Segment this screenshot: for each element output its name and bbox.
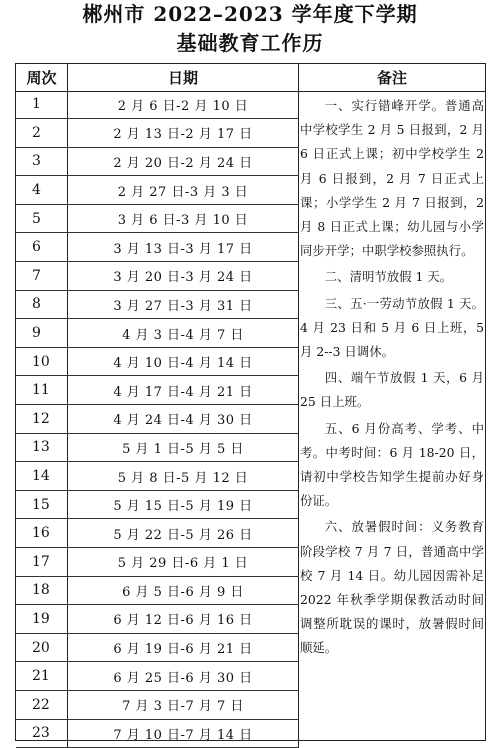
date-cell: 6 月 19 日-6 月 21 日: [68, 634, 299, 662]
date-cell: 2 月 20 日-2 月 24 日: [68, 148, 299, 176]
note-paragraph: 一、实行错峰开学。普通高中学校学生 2 月 5 日报到，2 月 6 日正式上课；初中学校学生 2 月 6 日报到，2 月 7 日正式上课；小学学生 2 月 7 日报到，2 月 8 日正式上课；幼儿园与小学同步开学；中职学校参照执行。: [300, 94, 484, 263]
date-cell: 3 月 20 日-3 月 24 日: [68, 262, 299, 290]
note-paragraph: 二、清明节放假 1 天。: [300, 265, 484, 289]
week-cell: 8: [16, 291, 68, 319]
note-paragraph: 三、五·一劳动节放假 1 天。4 月 23 日和 5 月 6 日上班，5 月 2--3 日调休。: [300, 292, 484, 365]
table-row: [16, 205, 299, 234]
table-row: [16, 148, 299, 177]
date-cell: 2 月 13 日-2 月 17 日: [68, 119, 299, 147]
date-cell: 5 月 1 日-5 月 5 日: [68, 434, 299, 462]
date-cell: 7 月 10 日-7 月 14 日: [68, 720, 299, 748]
table-row: [16, 119, 299, 148]
table-row: [16, 491, 299, 520]
date-cell: 5 月 15 日-5 月 19 日: [68, 491, 299, 519]
notes-column: [300, 94, 484, 663]
table-row: [16, 319, 299, 348]
page-title-line2: 基础教育工作历: [0, 29, 500, 58]
date-cell: 4 月 24 日-4 月 30 日: [68, 405, 299, 433]
table-header: [16, 64, 485, 92]
date-cell: 5 月 8 日-5 月 12 日: [68, 462, 299, 490]
calendar-table: [15, 63, 486, 741]
header-date: 日期: [68, 64, 299, 91]
date-cell: 4 月 17 日-4 月 21 日: [68, 376, 299, 404]
week-cell: 17: [16, 548, 68, 576]
table-row: [16, 176, 299, 205]
note-paragraph: 六、放暑假时间：义务教育阶段学校 7 月 7 日，普通高中学校 7 月 14 日。幼儿园因需补足 2022 年秋季学期保教活动时间调整所耽误的课时，放暑假时间顺延。: [300, 515, 484, 660]
table-row: [16, 233, 299, 262]
table-row: [16, 291, 299, 320]
date-cell: 6 月 25 日-6 月 30 日: [68, 662, 299, 690]
week-cell: 11: [16, 376, 68, 404]
table-row: [16, 577, 299, 606]
date-cell: 3 月 13 日-3 月 17 日: [68, 233, 299, 261]
table-row: [16, 376, 299, 405]
note-paragraph: 四、端午节放假 1 天，6 月 25 日上班。: [300, 366, 484, 414]
week-cell: 14: [16, 462, 68, 490]
week-cell: 3: [16, 148, 68, 176]
week-cell: 23: [16, 720, 68, 748]
date-cell: 5 月 22 日-5 月 26 日: [68, 519, 299, 547]
table-row: [16, 720, 299, 748]
week-cell: 1: [16, 91, 68, 119]
date-cell: 4 月 3 日-4 月 7 日: [68, 319, 299, 347]
note-paragraph: 五、6 月份高考、学考、中考。中考时间：6 月 18-20 日，请初中学校告知学生提前办好身份证。: [300, 417, 484, 514]
week-cell: 16: [16, 519, 68, 547]
header-week: 周次: [16, 64, 68, 91]
table-row: [16, 634, 299, 663]
header-notes: 备注: [299, 64, 485, 91]
table-row: [16, 662, 299, 691]
week-cell: 9: [16, 319, 68, 347]
week-cell: 7: [16, 262, 68, 290]
date-cell: 3 月 27 日-3 月 31 日: [68, 291, 299, 319]
week-cell: 13: [16, 434, 68, 462]
title-block: [0, 0, 500, 62]
week-cell: 21: [16, 662, 68, 690]
table-row: [16, 691, 299, 720]
week-cell: 12: [16, 405, 68, 433]
date-cell: 2 月 27 日-3 月 3 日: [68, 176, 299, 204]
week-cell: 15: [16, 491, 68, 519]
table-row: [16, 91, 299, 120]
table-row: [16, 605, 299, 634]
page-title-line1: 郴州市 2022–2023 学年度下学期: [0, 0, 500, 29]
date-cell: 6 月 12 日-6 月 16 日: [68, 605, 299, 633]
date-cell: 7 月 3 日-7 月 7 日: [68, 691, 299, 719]
date-cell: 5 月 29 日-6 月 1 日: [68, 548, 299, 576]
table-row: [16, 262, 299, 291]
table-row: [16, 519, 299, 548]
week-cell: 20: [16, 634, 68, 662]
table-row: [16, 462, 299, 491]
week-cell: 6: [16, 233, 68, 261]
date-cell: 3 月 6 日-3 月 10 日: [68, 205, 299, 233]
table-row: [16, 348, 299, 377]
table-row: [16, 434, 299, 463]
table-row: [16, 405, 299, 434]
week-cell: 2: [16, 119, 68, 147]
week-cell: 19: [16, 605, 68, 633]
week-cell: 22: [16, 691, 68, 719]
table-rows: [16, 91, 299, 748]
week-cell: 18: [16, 577, 68, 605]
week-cell: 4: [16, 176, 68, 204]
table-row: [16, 548, 299, 577]
date-cell: 2 月 6 日-2 月 10 日: [68, 91, 299, 119]
date-cell: 4 月 10 日-4 月 14 日: [68, 348, 299, 376]
date-cell: 6 月 5 日-6 月 9 日: [68, 577, 299, 605]
week-cell: 5: [16, 205, 68, 233]
week-cell: 10: [16, 348, 68, 376]
